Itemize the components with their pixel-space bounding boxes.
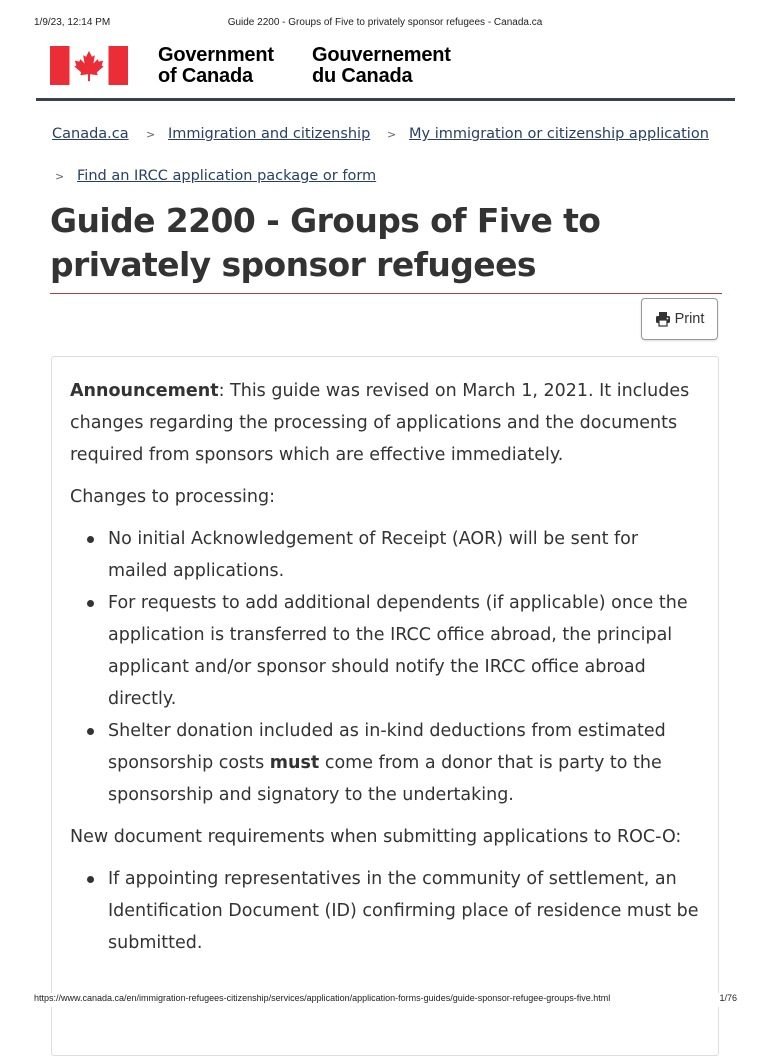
breadcrumb-separator-icon: > bbox=[387, 128, 397, 141]
print-button[interactable] bbox=[641, 298, 718, 340]
announcement-text: : This guide was revised on March 1, 2021. It includes changes regarding the processing of applications and the documents required from sponsors which are effective immediately. bbox=[70, 381, 690, 465]
shelter-text-after: come from a donor that is party to the sponsorship and signatory to the undertaking. bbox=[108, 753, 662, 805]
government-signature-en[interactable] bbox=[158, 45, 274, 87]
print-header bbox=[0, 17, 770, 31]
breadcrumb-separator-icon: > bbox=[146, 128, 156, 141]
breadcrumb-item-find-package[interactable] bbox=[77, 165, 376, 187]
print-page-title: Guide 2200 - Groups of Five to privately sponsor refugees - Canada.ca bbox=[227, 17, 543, 28]
announcement-label: Announcement bbox=[70, 381, 219, 401]
processing-list bbox=[70, 523, 700, 811]
documents-heading: New document requirements when submitting applications to ROC-O: bbox=[70, 827, 682, 847]
government-signature-fr[interactable] bbox=[312, 45, 451, 87]
shelter-text-before: Shelter donation included as in-kind deductions from estimated sponsorship costs bbox=[108, 721, 666, 773]
processing-heading: Changes to processing: bbox=[70, 487, 276, 507]
list-item: If appointing representatives in the community of settlement, an Identification Document (ID) confirming place of residence must be submitted. bbox=[108, 863, 700, 959]
print-url: https://www.canada.ca/en/immigration-refugees-citizenship/services/application/application-forms-guides/guide-sponsor-refugee-groups-five.html bbox=[34, 993, 611, 1003]
print-button-label: Print bbox=[674, 311, 705, 327]
page-title: Guide 2200 - Groups of Five to privately sponsor refugees bbox=[50, 199, 722, 294]
breadcrumb-link[interactable]: My immigration or citizenship application bbox=[409, 126, 709, 142]
breadcrumb-link[interactable]: Canada.ca bbox=[52, 126, 129, 142]
breadcrumb-link[interactable]: Find an IRCC application package or form bbox=[77, 168, 377, 184]
site-header bbox=[36, 42, 735, 101]
announcement-panel bbox=[51, 356, 719, 1056]
canada-flag-icon[interactable] bbox=[50, 46, 128, 85]
shelter-text-emphasis: must bbox=[269, 753, 320, 773]
announcement-paragraph bbox=[70, 375, 700, 471]
print-datetime: 1/9/23, 12:14 PM bbox=[34, 17, 111, 28]
signature-en-line2: of Canada bbox=[158, 65, 253, 87]
breadcrumb-separator-icon: > bbox=[55, 170, 65, 183]
printer-icon bbox=[655, 311, 671, 327]
print-page-number: 1/76 bbox=[719, 993, 737, 1003]
list-item: No initial Acknowledgement of Receipt (AOR) will be sent for mailed applications. bbox=[108, 523, 700, 587]
signature-fr-line1: Gouvernement bbox=[312, 44, 451, 66]
signature-en-line1: Government bbox=[158, 44, 274, 66]
print-footer bbox=[0, 993, 770, 1007]
list-item: For requests to add additional dependents (if applicable) once the application is transferred to the IRCC office abroad, the principal applicant and/or sponsor should notify the IRCC office abroad directly. bbox=[108, 587, 700, 715]
documents-list bbox=[70, 863, 700, 959]
list-item bbox=[108, 715, 700, 811]
breadcrumb-item-my-application[interactable] bbox=[409, 123, 709, 145]
signature-fr-line2: du Canada bbox=[312, 65, 413, 87]
breadcrumb-link[interactable]: Immigration and citizenship bbox=[168, 126, 371, 142]
announcement-body bbox=[70, 375, 700, 969]
breadcrumb-item-immigration[interactable] bbox=[168, 123, 370, 145]
breadcrumb-item-canada[interactable] bbox=[52, 123, 129, 145]
